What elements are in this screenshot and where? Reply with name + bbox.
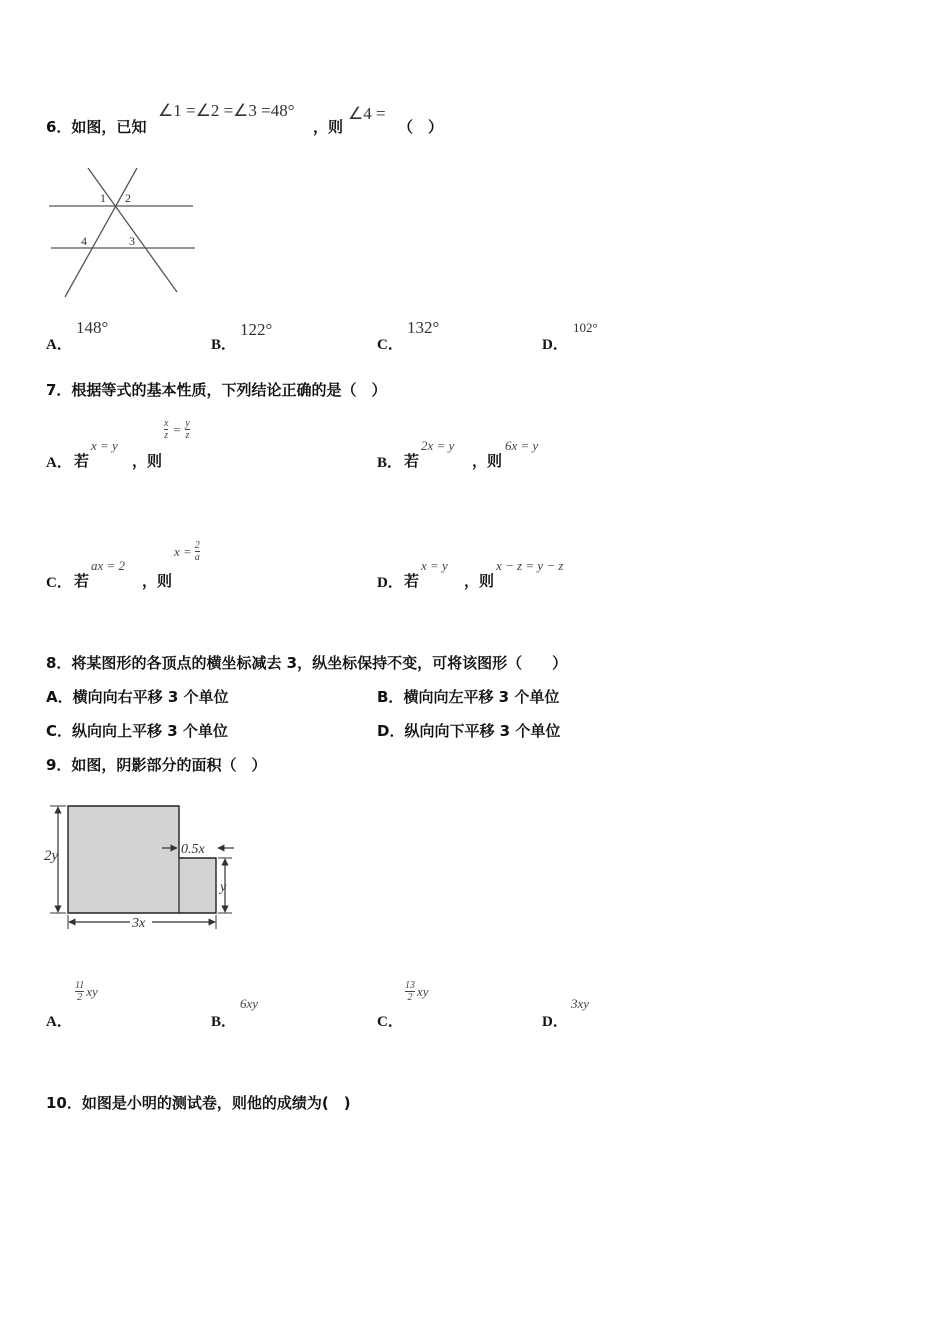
q8-option-b-text: 横向向左平移 3 个单位	[403, 688, 560, 706]
q7-c-frac-den: a	[194, 552, 200, 563]
q6-option-d-label: D．	[542, 337, 568, 353]
q7-a-frac-left	[164, 418, 168, 441]
q9-option-c-value	[405, 980, 429, 1003]
q6-option-a-label: A．	[46, 337, 72, 353]
q9-figure	[44, 798, 239, 936]
q9-c-tail: xy	[417, 983, 429, 999]
q7-option-d-result: x − z = y − z	[496, 558, 564, 573]
q8-option-d	[377, 720, 560, 741]
q6-option-c-label: C．	[377, 337, 403, 353]
q7-a-frac-right-num: y	[185, 418, 190, 429]
q8-stem: 8．将某图形的各顶点的横坐标减去 3，纵坐标保持不变，可将该图形（ ）	[46, 654, 568, 672]
q7-stem: 7．根据等式的基本性质，下列结论正确的是（ ）	[46, 381, 387, 399]
q7-option-c-condition: ax = 2	[91, 558, 126, 573]
q7-option-d-then: ，则	[464, 572, 495, 590]
q8-option-b-label: B．	[377, 688, 404, 706]
q9-option-a-value	[75, 980, 98, 1003]
q7-option-b-label: B．	[377, 455, 403, 471]
q9-a-frac	[75, 980, 84, 1003]
q7-a-frac-right	[185, 418, 189, 441]
q9-label-2y: 2y	[44, 848, 59, 864]
q8-option-a-text: 横向向右平移 3 个单位	[72, 688, 229, 706]
q8-option-c	[46, 720, 228, 741]
q6-transversal-b	[65, 168, 137, 297]
q6-stem: 6．如图，已知	[46, 118, 147, 136]
q7-c-frac	[195, 540, 200, 563]
q7-option-c-then: ，则	[142, 572, 173, 590]
q9-option-a-label: A．	[46, 1014, 72, 1030]
q7-option-c-result	[174, 540, 200, 563]
q9-a-tail: xy	[86, 983, 98, 999]
q6-label-2: 2	[125, 191, 131, 205]
q10-stem: 10．如图是小明的测试卷，则他的成绩为( )	[46, 1094, 351, 1112]
q7-option-d-label: D．	[377, 575, 403, 591]
q9-label-0-5x: 0.5x	[181, 842, 205, 857]
q6-label-4: 4	[81, 234, 87, 248]
q6-label-1: 1	[100, 191, 106, 205]
q6-paren: （ ）	[398, 118, 444, 136]
q7-option-a-label: A．	[46, 455, 72, 471]
q6-label-3: 3	[129, 234, 135, 248]
q7-option-c-label: C．	[46, 575, 72, 591]
q6-option-c-value: 132°	[407, 318, 440, 337]
q9-shaded-region	[68, 806, 216, 913]
q9-a-frac-den: 2	[77, 992, 83, 1003]
q7-a-frac-right-den: z	[185, 430, 190, 441]
q7-option-b-condition: 2x = y	[421, 438, 455, 453]
q6-option-b-label: B．	[211, 337, 237, 353]
q7-option-a-then: ，则	[132, 452, 163, 470]
q9-option-b-label: B．	[211, 1014, 237, 1030]
q9-label-y: y	[220, 880, 227, 895]
q8-option-c-text: 纵向向上平移 3 个单位	[72, 722, 228, 740]
q7-option-d-condition: x = y	[421, 558, 448, 573]
q7-option-b-result: 6x = y	[505, 438, 539, 453]
q8-option-d-label: D．	[377, 722, 405, 740]
q6-given-angles: ∠1 =∠2 =∠3 =48°	[158, 101, 295, 120]
q7-option-d-if: 若	[404, 572, 420, 590]
q9-option-b-value: 6xy	[240, 996, 259, 1011]
q7-c-result-left: x =	[174, 543, 192, 559]
q9-option-d-value: 3xy	[571, 996, 590, 1011]
q7-a-frac-left-num: x	[164, 418, 169, 429]
q7-option-a-result	[164, 418, 190, 441]
q7-c-frac-num: 2	[194, 540, 200, 551]
q6-transversal-a	[88, 168, 177, 292]
q9-option-c-label: C．	[377, 1014, 403, 1030]
q6-target-angle: ∠4 =	[348, 104, 386, 123]
q6-option-a-value: 148°	[76, 318, 109, 337]
q7-option-b-if: 若	[404, 452, 420, 470]
q7-a-equals: =	[172, 421, 182, 437]
q8-option-a-label: A．	[46, 688, 73, 706]
q9-a-frac-num: 11	[75, 980, 85, 991]
q8-option-c-label: C．	[46, 722, 73, 740]
q6-option-b-value: 122°	[240, 320, 273, 339]
q7-option-a-if: 若	[74, 452, 90, 470]
q9-c-frac	[405, 980, 415, 1003]
q8-option-d-text: 纵向向下平移 3 个单位	[404, 722, 561, 740]
q9-c-frac-num: 13	[405, 980, 415, 991]
q6-option-d-value: 102°	[573, 320, 598, 335]
q9-stem: 9．如图，阴影部分的面积（ ）	[46, 756, 267, 774]
q7-option-b-then: ，则	[472, 452, 503, 470]
q7-a-frac-left-den: z	[164, 430, 169, 441]
q9-option-d-label: D．	[542, 1014, 568, 1030]
q8-option-a	[46, 686, 229, 707]
q9-label-3x: 3x	[132, 916, 146, 931]
q6-then: ，则	[313, 118, 344, 136]
q7-option-c-if: 若	[74, 572, 90, 590]
q7-option-a-condition: x = y	[91, 438, 118, 453]
q8-option-b	[377, 686, 559, 707]
q9-c-frac-den: 2	[407, 992, 413, 1003]
q6-figure	[45, 160, 200, 300]
